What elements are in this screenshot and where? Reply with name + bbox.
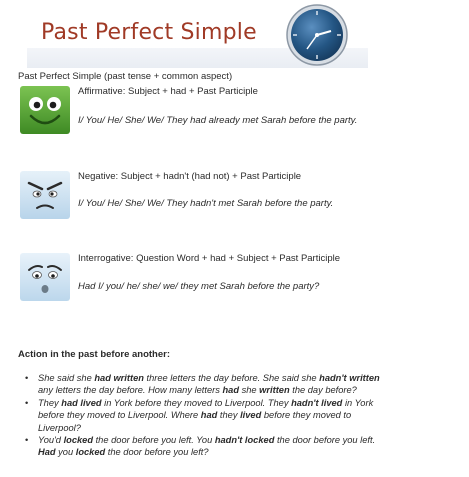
emphasized-verb: Had [38,447,56,458]
interrogative-example: Had I/ you/ he/ she/ we/ they met Sarah before the party? [78,281,320,292]
sentence-text: three letters the day before. She said she [143,373,320,383]
emphasized-verb: had [200,410,218,421]
emphasized-verb: hadn't locked [214,435,275,446]
sentence-text: They [38,397,62,408]
interrogative-rule: Interrogative: Question Word + had + Subject + Past Participle [78,253,341,264]
emphasized-verb: written [259,385,290,396]
emphasized-verb: locked [63,435,94,446]
emphasized-verb: locked [75,447,106,458]
emphasized-verb: hadn't lived [291,397,343,408]
sentence-text: the day before? [289,385,357,396]
sentence-text: You'd [38,435,64,446]
affirmative-example: I/ You/ He/ She/ We/ They had already met Sarah before the party. [78,115,358,126]
emphasized-verb: had lived [61,397,102,408]
emphasized-verb: lived [240,410,262,421]
page-title: Past Perfect Simple [41,20,257,45]
sentence-text: the door before you left. [274,435,376,446]
usage-examples-list [22,372,394,459]
sentence-text: before they moved to Liverpool? [38,410,352,433]
happy-face-icon [20,86,70,134]
list-item [22,397,394,434]
sentence-text: in York before they moved to Liverpool. They [101,397,292,408]
emphasized-verb: had written [94,373,144,383]
sentence-text: She said she [38,373,95,383]
list-item [22,372,394,397]
list-item [22,434,394,459]
usage-heading: Action in the past before another: [18,349,171,360]
negative-rule: Negative: Subject + hadn't (had not) + Past Participle [78,171,302,182]
emphasized-verb: had [222,385,240,396]
sentence-text: you [55,447,76,458]
sentence-text: she [239,385,260,396]
affirmative-rule: Affirmative: Subject + had + Past Participle [78,86,258,97]
sentence-text: they [217,410,241,421]
sentence-text: the door before you left? [105,447,209,458]
sentence-text: in York before they moved to Liverpool. Where [38,397,374,421]
emphasized-verb: hadn't written [319,373,380,383]
subtitle: Past Perfect Simple (past tense + common aspect) [18,71,233,82]
worried-face-icon [20,253,70,301]
sentence-text: any letters the day before. How many letters [38,385,223,396]
angry-face-icon [20,171,70,219]
sentence-text: the door before you left. You [93,435,215,446]
negative-example: I/ You/ He/ She/ We/ They hadn't met Sarah before the party. [78,198,334,209]
clock-icon [285,3,349,67]
